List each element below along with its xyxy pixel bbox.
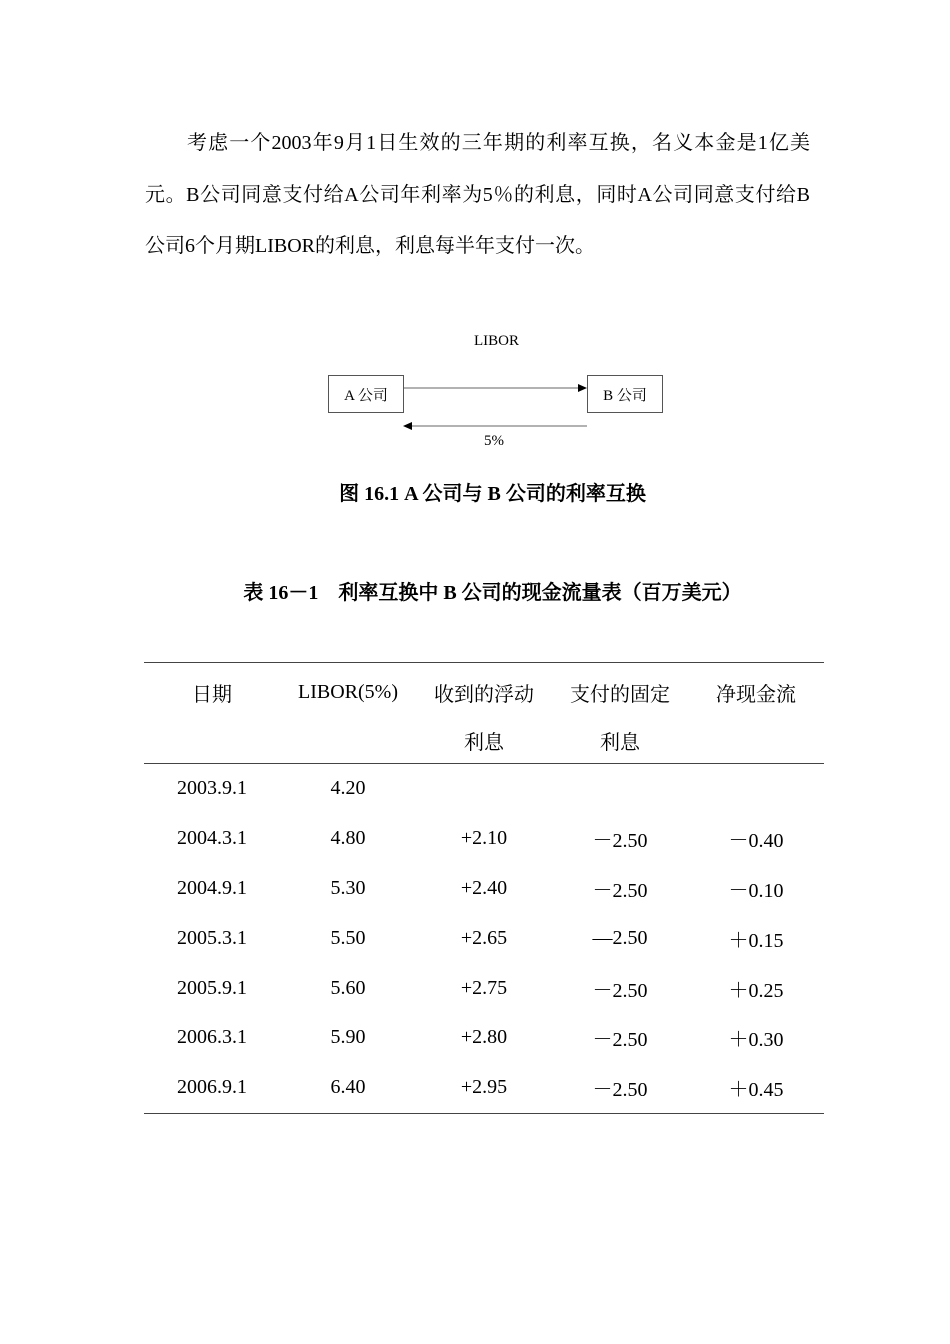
body-paragraph: 考虑一个2003年9月1日生效的三年期的利率互换，名义本金是1亿美元。B公司同意支付给A公司年利率为5％的利息，同时A公司同意支付给B公司6个月期LIBOR的利息，利息每半年支付一次。 [145, 132, 810, 257]
header-fixed: 支付的固定 [552, 663, 688, 718]
cell-net [688, 764, 824, 814]
cell-net: ＋0.30 [728, 1029, 784, 1052]
cell-net: ＋0.45 [688, 1063, 824, 1113]
cell-net: ＋0.25 [728, 979, 784, 1002]
table-row [144, 963, 824, 1013]
table-row [144, 1013, 824, 1063]
table-row [144, 764, 824, 814]
cell-net: －0.40 [728, 830, 784, 853]
cell-libor: 5.50 [330, 926, 366, 949]
header-libor: LIBOR(5%) [280, 663, 416, 718]
header-net: 净现金流 [688, 663, 824, 718]
figure-caption: 图 16.1 A 公司与 B 公司的利率互换 [339, 483, 646, 505]
header-floating: 收到的浮动 [416, 663, 552, 718]
cell-libor: 4.20 [330, 777, 366, 800]
cell-floating: +2.65 [460, 926, 508, 949]
header-date: 日期 [144, 663, 280, 718]
cell-floating: +2.95 [416, 1063, 552, 1113]
table-header-row-2 [144, 717, 824, 764]
table-caption: 表 16－1 利率互换中 B 公司的现金流量表（百万美元） [243, 582, 742, 604]
cell-net: ＋0.15 [728, 929, 784, 952]
header-libor-2 [280, 717, 416, 764]
fixed-rate-label: 5% [484, 433, 504, 449]
table-row [144, 814, 824, 864]
cell-fixed: －2.50 [592, 979, 648, 1002]
table-row [144, 913, 824, 963]
cell-date: 2003.9.1 [177, 777, 247, 800]
cell-libor: 6.40 [280, 1063, 416, 1113]
libor-label: LIBOR [474, 333, 519, 349]
cell-net: －0.10 [728, 879, 784, 902]
cell-fixed: —2.50 [592, 926, 648, 949]
company-b-box: B 公司 [587, 375, 663, 413]
cell-floating: +2.80 [460, 1026, 508, 1049]
cell-fixed: －2.50 [552, 1063, 688, 1113]
cell-date: 2006.3.1 [177, 1026, 247, 1049]
cell-date: 2006.9.1 [144, 1063, 280, 1113]
cell-floating: +2.40 [460, 876, 508, 899]
cell-fixed: －2.50 [592, 1029, 648, 1052]
cell-fixed [552, 764, 688, 814]
header-fixed-2: 利息 [552, 717, 688, 764]
cell-libor: 5.90 [330, 1026, 366, 1049]
table-header-row [144, 663, 824, 718]
cell-libor: 5.30 [330, 876, 366, 899]
cell-libor: 5.60 [330, 976, 366, 999]
header-floating-2: 利息 [416, 717, 552, 764]
cell-date: 2004.3.1 [177, 827, 247, 850]
cell-floating: +2.10 [460, 827, 508, 850]
cell-floating: +2.75 [460, 976, 508, 999]
cell-fixed: －2.50 [592, 830, 648, 853]
header-net-2 [688, 717, 824, 764]
cash-flow-table [144, 662, 824, 1114]
cell-date: 2004.9.1 [177, 876, 247, 899]
cell-fixed: －2.50 [592, 879, 648, 902]
cell-floating [416, 764, 552, 814]
fixed-arrowhead [403, 422, 412, 430]
table-row [144, 864, 824, 914]
cell-libor: 4.80 [330, 827, 366, 850]
cell-date: 2005.9.1 [177, 976, 247, 999]
header-date-2 [144, 717, 280, 764]
cell-date: 2005.3.1 [177, 926, 247, 949]
company-a-box: A 公司 [328, 375, 404, 413]
libor-arrowhead [578, 384, 587, 392]
table-row [144, 1063, 824, 1113]
